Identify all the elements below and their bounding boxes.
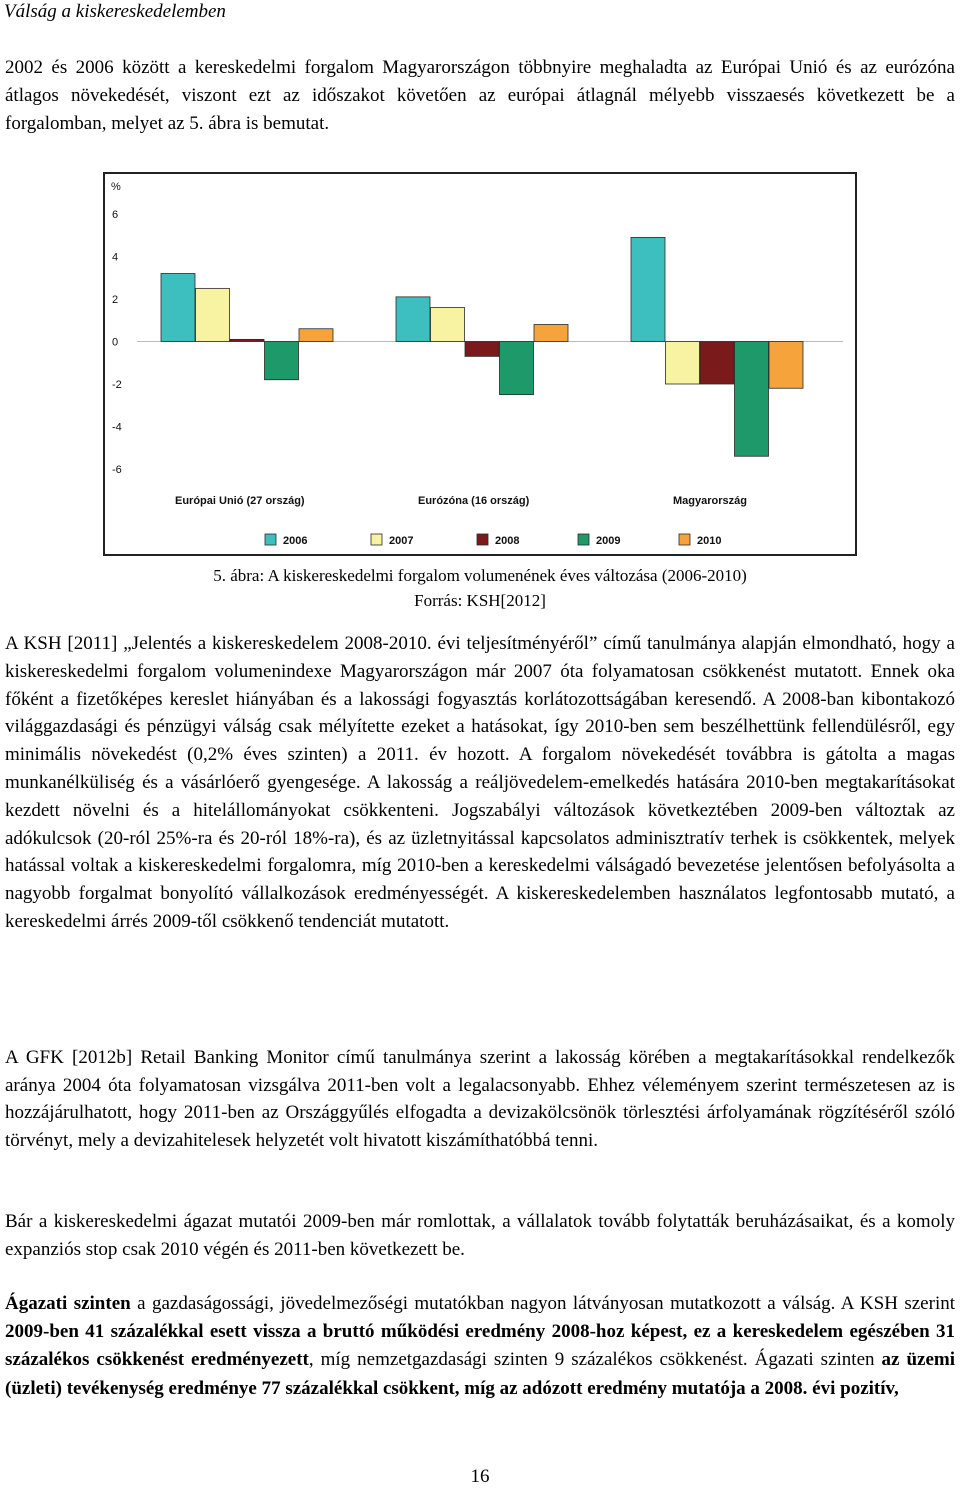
body-paragraph-2: A GFK [2012b] Retail Banking Monitor című tanulmánya szerint a lakosság körében a megtakarításokkal rendelkezők aránya 2004 óta folyamatosan vizsgálva 2011-ben volt a legalacsonyabb. Ehhez véleményem szerint természetesen az is hozzájárulhatott, hogy 2011-ben az Országgyűlés elfogadta a devizakölcsönök törlesztési árfolyamának rögzítéséről szóló törvényt, mely a devizahitelesek helyzetét volt hivatott kiszámíthatóbbá tenni. (5, 1047, 955, 1151)
legend-swatch (578, 534, 589, 545)
bar-2008 (700, 342, 734, 385)
intro-paragraph: 2002 és 2006 között a kereskedelmi forgalom Magyarországon többnyire meghaladta az Európai Unió és az eurózóna átlagos növekedését, viszont ezt az időszakot követően az európai átlagnál mélyebb visszaesés következett be a forgalomban, melyet az 5. ábra is bemutat. (5, 57, 955, 134)
figure-caption: 5. ábra: A kiskereskedelmi forgalom volumenének éves változása (2006-2010) (213, 566, 747, 585)
bar-2009 (265, 342, 299, 380)
y-axis-label: % (111, 181, 121, 193)
bar-2007 (666, 342, 700, 385)
bar-2010 (534, 325, 568, 342)
figure-source: Forrás: KSH[2012] (414, 591, 546, 610)
chart-canvas (105, 174, 855, 554)
bar-2006 (631, 237, 665, 341)
bar-2010 (299, 329, 333, 342)
body-paragraph-3: Bár a kiskereskedelmi ágazat mutatói 2009-ben már romlottak, a vállalatok tovább folytatták beruházásaikat, és a komoly expanziós stop csak 2010 végén és 2011-ben következett be. (5, 1211, 955, 1260)
legend-swatch (679, 534, 690, 545)
bar-2006 (396, 297, 430, 342)
text-run: , míg nemzetgazdasági szinten 9 százalékos csökkenést. Ágazati szinten (308, 1349, 882, 1371)
bar-2009 (735, 342, 769, 457)
legend-label: 2010 (697, 535, 722, 547)
page-number: 16 (470, 1466, 490, 1487)
bar-2009 (500, 342, 534, 395)
y-tick-label: 6 (112, 209, 119, 221)
category-label: Magyarország (673, 495, 747, 507)
legend-swatch (477, 534, 488, 545)
bar-2007 (196, 288, 230, 341)
y-tick-label: 2 (112, 294, 119, 306)
bar-2008 (465, 342, 499, 357)
text-run: a gazdaságossági, jövedelmezőségi mutatókban nagyon látványosan mutatkozott a válság. A KSH szerint (130, 1293, 955, 1314)
body-paragraph-1: A KSH [2011] „Jelentés a kiskereskedelem 2008-2010. évi teljesítményéről” című tanulmánya alapján elmondható, hogy a kiskereskedelmi forgalom volumenindexe Magyarországon már 2007 óta folyamatosan csökkenést mutatott. Ennek oka főként a fizetőképes kereslet hiányában és a lakossági fogyasztás korlátozottságában keresendő. A 2008-ban kibontakozó világgazdasági és pénzügyi válság csak mélyítette ezeket a hatásokat, így 2010-ben sem beszélhettünk fellendülésről, egy minimális növekedést (0,2% éves szinten) a 2011. év hozott. A forgalom növekedését továbbra is gátolta a magas munkanélküliség és a vásárlóerő gyengesége. A lakosság a reáljövedelem-emelkedés hatására 2010-ben megtakarításokat kezdett növelni és a hitelállományokat csökkenteni. Jogszabályi változások következtében 2009-ben változtak az adókulcsok (20-ról 25%-ra és 20-ról 18%-ra), és az üzletnyitással kapcsolatos adminisztratív terhek is csökkentek, melyek hatással voltak a kiskereskedelmi forgalomra, míg 2010-ben a kereskedelmi válságadó bevezetése jelentősen befolyásolta a nagyobb forgalmat bonyolító vállalkozások eredményességét. A kiskereskedelemben használatos legfontosabb mutató, a kereskedelmi árrés 2009-től csökkenő tendenciát mutatott. (5, 633, 955, 932)
bar-2008 (230, 339, 264, 341)
body-paragraph-4 (5, 1290, 955, 1403)
legend-label: 2006 (283, 535, 308, 547)
legend-swatch (371, 534, 382, 545)
legend-label: 2009 (596, 535, 621, 547)
y-tick-label: -4 (112, 421, 122, 434)
y-tick-label: -6 (112, 464, 122, 476)
y-tick-label: 4 (112, 251, 119, 264)
bold-phrase: Ágazati szinten (5, 1293, 131, 1314)
bar-2007 (431, 308, 465, 342)
legend-label: 2008 (495, 535, 520, 547)
y-tick-label: 0 (112, 336, 119, 349)
bar-chart (103, 172, 857, 556)
category-label: Eurózóna (16 ország) (418, 495, 530, 507)
bar-2006 (161, 274, 195, 342)
bold-phrase: 2009-ben 41 százalékkal esett vissza a bruttó működési eredmény 2008-hoz képest, ez a kereskedelem egészében 31 százalékos csökkenést eredményezett (5, 1321, 955, 1371)
y-tick-label: -2 (112, 379, 122, 391)
category-label: Európai Unió (27 ország) (175, 495, 305, 507)
bar-2010 (769, 342, 803, 389)
legend-swatch (265, 534, 276, 545)
bold-phrase: az üzemi (üzleti) tevékenység eredménye 77 százalékkal csökkent, míg az adózott eredmény mutatója a 2008. évi pozitív, (5, 1349, 955, 1399)
legend-label: 2007 (389, 535, 414, 547)
section-title: Válság a kiskereskedelemben (4, 1, 226, 22)
